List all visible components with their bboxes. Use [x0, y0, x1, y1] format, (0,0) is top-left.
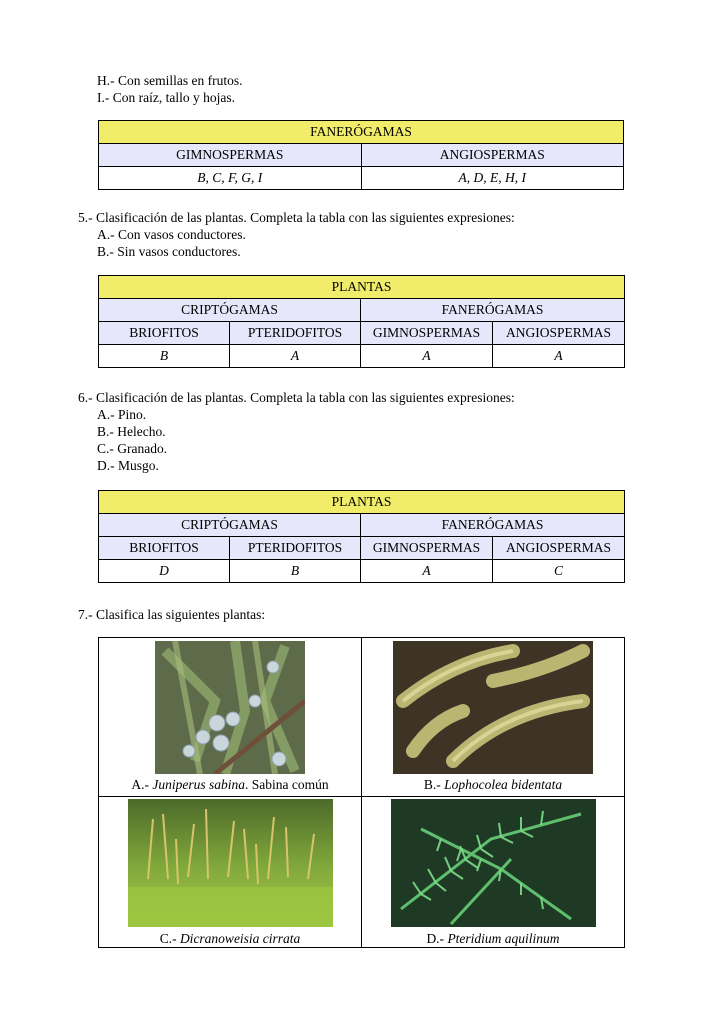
q6-item-d: D.- Musgo.: [97, 458, 159, 473]
dicranoweisia-photo: [128, 799, 333, 927]
juniperus-photo: [155, 641, 305, 774]
subgroup-angiospermas: ANGIOSPERMAS: [493, 322, 625, 345]
answer-briofitos: D: [99, 560, 230, 583]
answer-pteridofitos: B: [230, 560, 361, 583]
group-gimnospermas: GIMNOSPERMAS: [99, 144, 362, 167]
q6-item-a: A.- Pino.: [97, 407, 147, 422]
pteridium-photo: [391, 799, 596, 927]
intro-item-h: H.- Con semillas en frutos.: [97, 73, 243, 88]
subgroup-gimnospermas: GIMNOSPERMAS: [361, 537, 493, 560]
q6-item-b: B.- Helecho.: [97, 424, 166, 439]
subgroup-pteridofitos: PTERIDOFITOS: [230, 537, 361, 560]
intro-item-i: I.- Con raíz, tallo y hojas.: [97, 90, 235, 105]
table-header: FANERÓGAMAS: [99, 121, 624, 144]
answer-gimnospermas: B, C, F, G, I: [99, 167, 362, 190]
subgroup-angiospermas: ANGIOSPERMAS: [493, 537, 625, 560]
q5-table: [98, 275, 625, 368]
group-angiospermas: ANGIOSPERMAS: [361, 144, 624, 167]
plant-caption-d: D.- Pteridium aquilinum: [426, 931, 560, 946]
plant-cell-d: [362, 797, 625, 948]
answer-angiospermas: A: [493, 345, 625, 368]
subgroup-briofitos: BRIOFITOS: [99, 322, 230, 345]
answer-pteridofitos: A: [230, 345, 361, 368]
plant-cell-b: [362, 638, 625, 797]
table-header: PLANTAS: [99, 491, 625, 514]
lophocolea-photo: [393, 641, 593, 774]
plant-caption-c: C.- Dicranoweisia cirrata: [159, 931, 301, 946]
plant-cell-c: [99, 797, 362, 948]
answer-gimnospermas: A: [361, 560, 493, 583]
group-fanerogamas: FANERÓGAMAS: [361, 299, 625, 322]
answer-angiospermas: C: [493, 560, 625, 583]
q5-item-b: B.- Sin vasos conductores.: [97, 244, 241, 259]
subgroup-briofitos: BRIOFITOS: [99, 537, 230, 560]
q6-title: 6.- Clasificación de las plantas. Completa la tabla con las siguientes expresiones:: [78, 390, 515, 405]
table-header: PLANTAS: [99, 276, 625, 299]
q5-title: 5.- Clasificación de las plantas. Completa la tabla con las siguientes expresiones:: [78, 210, 515, 225]
q6-item-c: C.- Granado.: [97, 441, 168, 456]
fanerogamas-table: [98, 120, 624, 190]
plant-caption-b: B.- Lophocolea bidentata: [423, 777, 563, 792]
plant-cell-a: [99, 638, 362, 797]
subgroup-gimnospermas: GIMNOSPERMAS: [361, 322, 493, 345]
group-criptogamas: CRIPTÓGAMAS: [99, 514, 361, 537]
answer-briofitos: B: [99, 345, 230, 368]
q5-item-a: A.- Con vasos conductores.: [97, 227, 246, 242]
q6-table: [98, 490, 625, 583]
group-fanerogamas: FANERÓGAMAS: [361, 514, 625, 537]
subgroup-pteridofitos: PTERIDOFITOS: [230, 322, 361, 345]
plant-caption-a: A.- Juniperus sabina. Sabina común: [131, 777, 329, 792]
group-criptogamas: CRIPTÓGAMAS: [99, 299, 361, 322]
plants-photo-table: [98, 637, 625, 948]
q7-title: 7.- Clasifica las siguientes plantas:: [78, 607, 266, 622]
answer-angiospermas: A, D, E, H, I: [361, 167, 624, 190]
answer-gimnospermas: A: [361, 345, 493, 368]
